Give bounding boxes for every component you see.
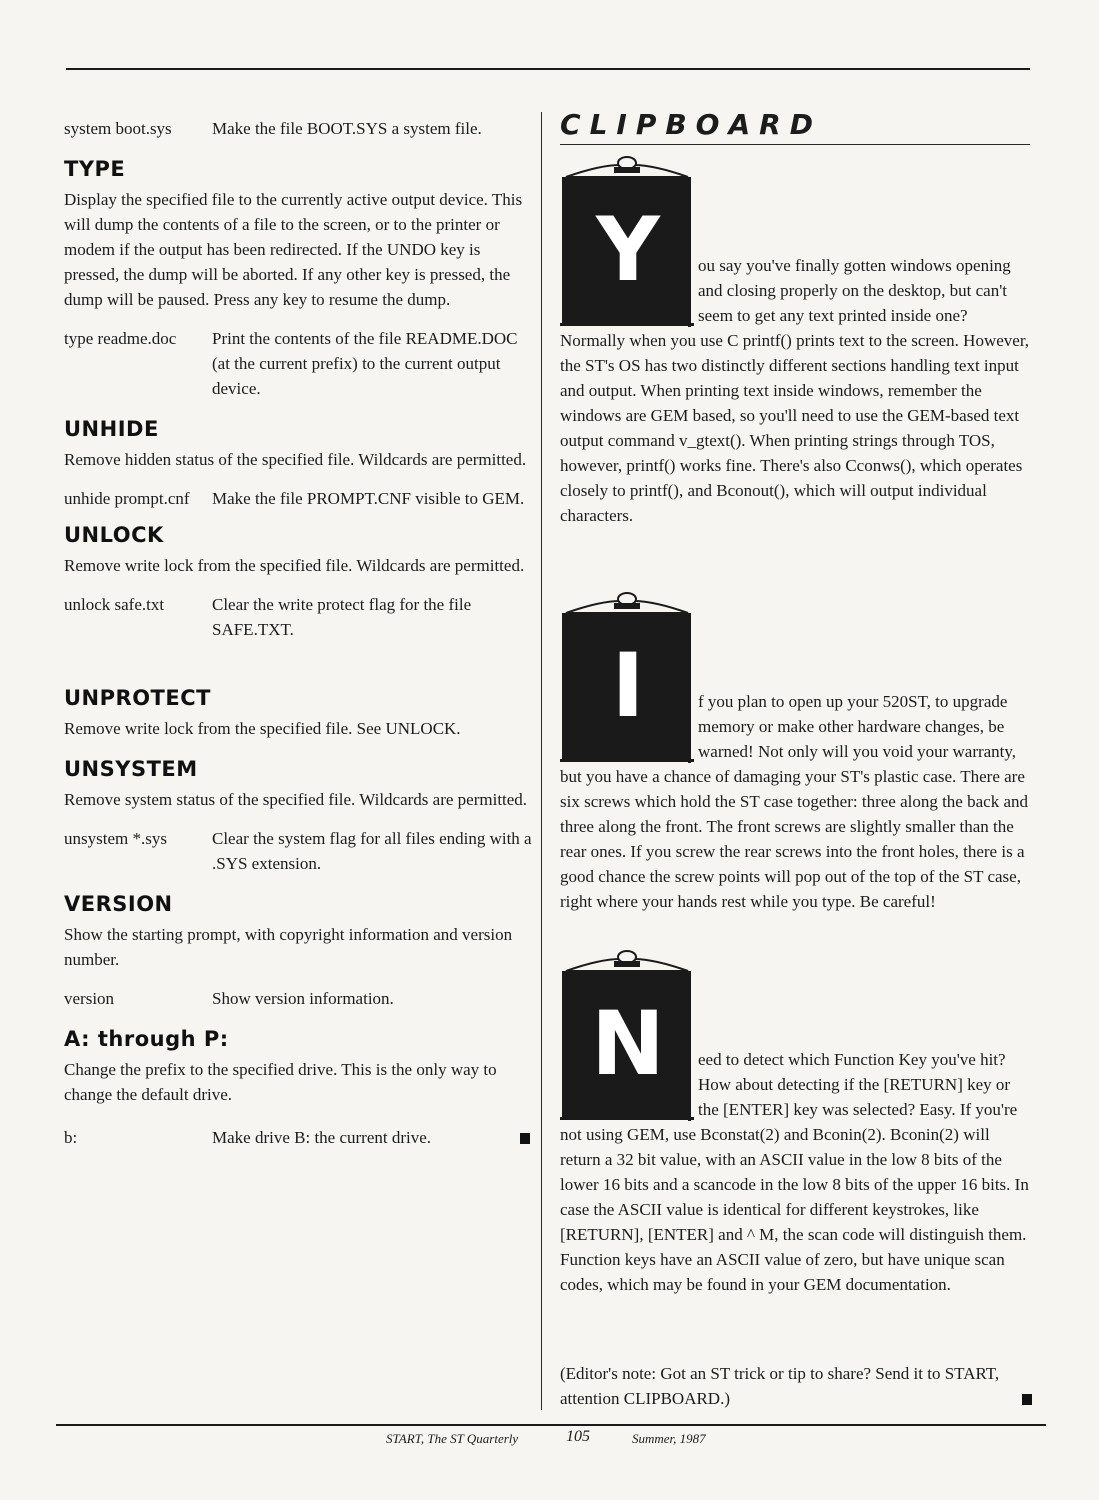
right-column [560, 108, 1032, 1411]
example-description: Make the file PROMPT.CNF visible to GEM. [212, 489, 525, 508]
example-unlock [64, 592, 534, 642]
end-of-article-mark [520, 1133, 530, 1144]
example-command: unsystem *.sys [64, 829, 167, 848]
heading-unsystem: UNSYSTEM [64, 757, 198, 781]
heading-unhide: UNHIDE [64, 417, 159, 441]
example-unsystem [64, 826, 534, 876]
clipboard-tip-text: ou say you've finally gotten windows opening and closing properly on the desktop, but can't seem to get any text printed inside one? Normally when you use C printf() prints text to the screen. However, the ST's OS has two distinctly different sections handling text input and output. When printing text inside windows, remember the windows are GEM based, so you'll need to use the GEM-based text output command v_gtext(). When printing strings through TOS, however, printf() works fine. There's also Cconws(), which operates closely to printf(), and Bconout(), which will output individual characters. [560, 256, 1030, 525]
top-rule [66, 68, 1030, 70]
heading-version: VERSION [64, 892, 173, 916]
footer-date: Summer, 1987 [632, 1431, 706, 1446]
example-description: Clear the write protect flag for the file SAFE.TXT. [212, 595, 472, 639]
type-description: Display the specified file to the currently active output device. This will dump the contents of a file to the screen, or to the printer or modem if the output has been redirected. If the UNDO key is pressed, the dump will be aborted. If any other key is pressed, the dump will be paused. Press any key to resume the dump. [64, 190, 523, 309]
clipboard-title-rule [560, 144, 1030, 145]
clipboard-title-initial: C [560, 108, 590, 141]
example-description: Make drive B: the current drive. [212, 1128, 432, 1147]
heading-unprotect: UNPROTECT [64, 686, 211, 710]
editors-note-text: (Editor's note: Got an ST trick or tip to share? Send it to START, attention CLIPBOARD.) [560, 1364, 1000, 1408]
clipboard-dropcap [560, 591, 692, 763]
footer-page-number: 105 [566, 1428, 590, 1445]
clipboard-tip-2 [560, 591, 1032, 981]
dropcap-letter: N [591, 991, 665, 1095]
example-description: Print the contents of the file README.DOC (at the current prefix) to the current output device. [212, 329, 518, 398]
example-description: Show version information. [212, 989, 394, 1008]
clipboard-tip-text: f you plan to open up your 520ST, to upgrade memory or make other hardware changes, be warned! Not only will you void your warranty, but you have a chance of damaging your ST's plastic case. There are six screws which hold the ST case together: three along the back and three along the front. The front screws are slightly smaller than the rear ones. If you screw the rear screws into the front holes, there is a good chance the screw points will pop out of the top of the ST case, right where your hands rest while you type. Be careful! [560, 692, 1028, 911]
editors-note [560, 1361, 1032, 1411]
example-description: Make the file BOOT.SYS a system file. [212, 119, 482, 138]
unsystem-description: Remove system status of the specified file. Wildcards are permitted. [64, 790, 528, 809]
example-command: system boot.sys [64, 119, 172, 138]
dropcap-letter: Y [596, 197, 660, 301]
clipboard-title [560, 108, 1032, 142]
example-drive [64, 1125, 534, 1150]
clipboard-tip-1 [560, 155, 1032, 605]
example-command: unhide prompt.cnf [64, 489, 190, 508]
footer-publication: START, The ST Quarterly [386, 1431, 519, 1446]
clipboard-title-rest: LIPBOARD [589, 108, 822, 141]
example-version [64, 986, 534, 1011]
bottom-rule [56, 1424, 1046, 1426]
column-divider [541, 112, 542, 1410]
unhide-description: Remove hidden status of the specified file. Wildcards are permitted. [64, 450, 527, 469]
unprotect-description: Remove write lock from the specified file. See UNLOCK. [64, 719, 461, 738]
example-command: type readme.doc [64, 329, 177, 348]
left-column [64, 116, 534, 1150]
heading-type: TYPE [64, 157, 126, 181]
example-command: b: [64, 1128, 78, 1147]
clipboard-tip-text: eed to detect which Function Key you've hit? How about detecting if the [RETURN] key or the [ENTER] key was selected? Easy. If you're not using GEM, use Bconstat(2) and Bconin(2). Bconin(2) will return a 32 bit value, with an ASCII value in the low 8 bits of the lower 16 bits and a scancode in the low 8 bits of the upper 16 bits. In case the ASCII value is identical for different keystrokes, like [RETURN], [ENTER] and ^ M, the scan code will distinguish them. Function keys have an ASCII value of zero, but have unique scan codes, which may be found in your GEM documentation. [560, 1050, 1029, 1294]
version-description: Show the starting prompt, with copyright information and version number. [64, 925, 513, 969]
unlock-description: Remove write lock from the specified file. Wildcards are permitted. [64, 556, 525, 575]
dropcap-letter: I [611, 633, 645, 737]
example-description: Clear the system flag for all files ending with a .SYS extension. [212, 829, 532, 873]
example-unhide [64, 486, 534, 511]
heading-unlock: UNLOCK [64, 523, 164, 547]
end-of-article-mark [1022, 1394, 1032, 1405]
clipboard-dropcap [560, 949, 692, 1121]
example-type [64, 326, 534, 401]
drive-description: Change the prefix to the specified drive. This is the only way to change the default drive. [64, 1060, 497, 1104]
example-command: unlock safe.txt [64, 595, 165, 614]
example-system-boot [64, 116, 534, 141]
heading-drive-prefix: A: through P: [64, 1027, 229, 1051]
example-command: version [64, 989, 115, 1008]
clipboard-dropcap [560, 155, 692, 327]
clipboard-tip-3 [560, 949, 1032, 1349]
